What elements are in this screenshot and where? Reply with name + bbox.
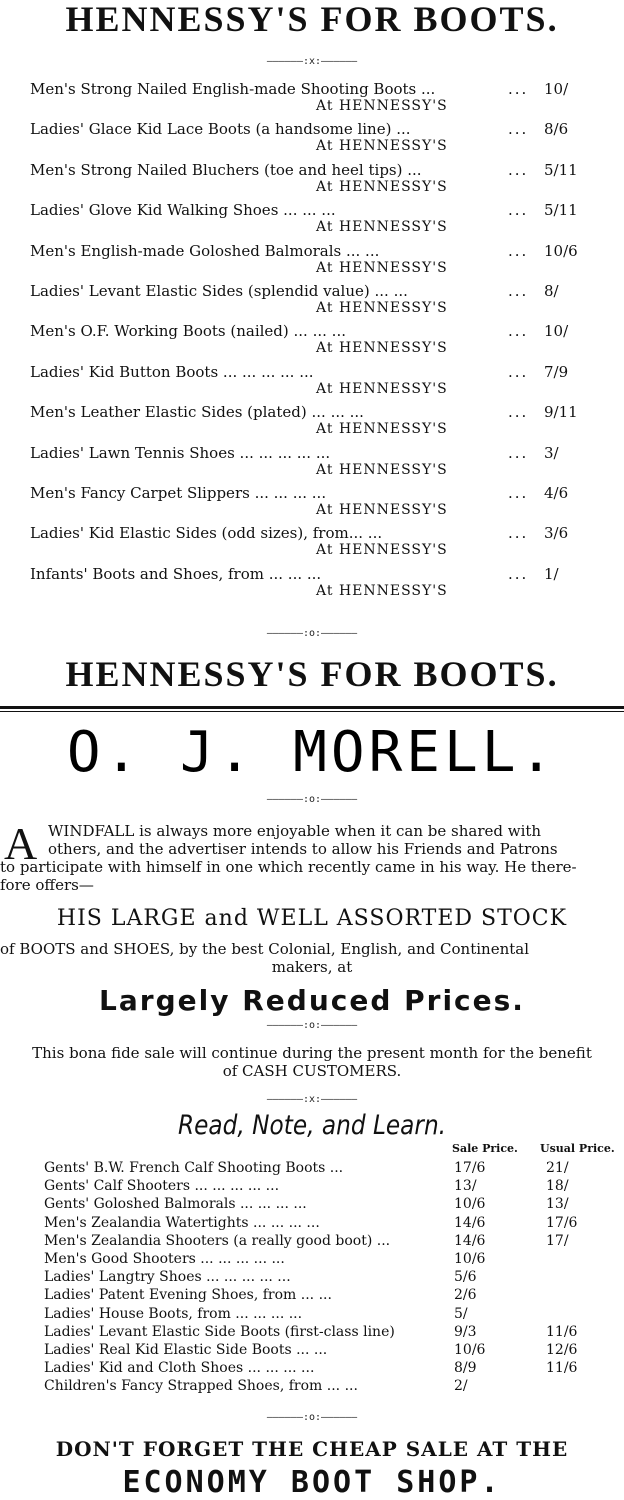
item-price: 5/11 (544, 160, 578, 179)
sale-price: 10/6 (454, 1196, 486, 1213)
sale-price: 8/9 (454, 1360, 477, 1377)
morell-price-list (0, 1159, 624, 1395)
list-item (0, 484, 624, 524)
stock-line-2: makers, at (271, 958, 353, 976)
item-description: Gents' Calf Shooters ... ... ... ... ... (44, 1178, 280, 1195)
at-hennessys-label: At HENNESSY'S (316, 340, 448, 357)
leader-dots: ... (508, 403, 529, 422)
item-price: 1/ (544, 564, 559, 583)
stock-line-1: of BOOTS and SHOES, by the best Colonial, English, and Continental (0, 940, 530, 958)
at-hennessys-label: At HENNESSY'S (316, 138, 448, 155)
item-description: Men's O.F. Working Boots (nailed) ... ... ... (30, 322, 346, 341)
list-item (0, 322, 624, 362)
item-description: Ladies' Lawn Tennis Shoes ... ... ... ... ... (30, 443, 331, 462)
list-item (0, 161, 624, 201)
list-item (0, 363, 624, 403)
table-row (0, 1341, 624, 1359)
table-row (0, 1232, 624, 1250)
at-hennessys-label: At HENNESSY'S (316, 582, 448, 599)
item-description: Ladies' Glove Kid Walking Shoes ... ... ... (30, 201, 336, 220)
stock-title: HIS LARGE and WELL ASSORTED STOCK (56, 906, 568, 931)
sale-price: 9/3 (454, 1323, 477, 1340)
table-row (0, 1359, 624, 1377)
item-description: Men's Leather Elastic Sides (plated) ... ... ... (30, 403, 364, 422)
item-price: 8/ (544, 281, 559, 300)
leader-dots: ... (508, 524, 529, 543)
table-row (0, 1250, 624, 1268)
leader-dots: ... (508, 362, 529, 381)
intro-line-3: to participate with himself in one which recently came in his way. He there- (0, 858, 577, 876)
list-item (0, 282, 624, 322)
leader-dots: ... (508, 241, 529, 260)
at-hennessys-label: At HENNESSY'S (316, 421, 448, 438)
table-row (0, 1268, 624, 1286)
divider-morell-1: ——————:o:—————— (266, 794, 358, 805)
item-price: 8/6 (544, 120, 569, 139)
morell-name-headline: O. J. MORELL. (66, 720, 558, 785)
list-item (0, 565, 624, 605)
intro-line-1: WINDFALL is always more enjoyable when it can be shared with (48, 822, 542, 840)
section-rule-thin (0, 711, 624, 712)
intro-line-4: fore offers— (0, 876, 94, 894)
table-row (0, 1286, 624, 1304)
item-description: Ladies' Kid and Cloth Shoes ... ... ... ... (44, 1360, 315, 1377)
usual-price: 18/ (546, 1178, 569, 1195)
item-price: 5/11 (544, 201, 578, 220)
divider-morell-4: ——————:o:—————— (266, 1412, 358, 1423)
at-hennessys-label: At HENNESSY'S (316, 259, 448, 276)
sale-price: 5/6 (454, 1269, 477, 1286)
item-price: 3/ (544, 443, 559, 462)
leader-dots: ... (508, 483, 529, 502)
table-row (0, 1214, 624, 1232)
usual-price: 11/6 (546, 1360, 578, 1377)
divider-top: ——————:x:—————— (266, 56, 358, 67)
item-description: Men's English-made Goloshed Balmorals ... ... (30, 241, 380, 260)
at-hennessys-label: At HENNESSY'S (316, 178, 448, 195)
item-description: Gents' Goloshed Balmorals ... ... ... ... (44, 1196, 307, 1213)
sale-price: 5/ (454, 1305, 468, 1322)
item-price: 7/9 (544, 362, 569, 381)
hennessy-headline-top: HENNESSY'S FOR BOOTS. (65, 0, 559, 39)
item-description: Children's Fancy Strapped Shoes, from ... ... (44, 1378, 358, 1395)
table-row (0, 1377, 624, 1395)
list-item (0, 242, 624, 282)
hennessy-headline-bottom: HENNESSY'S FOR BOOTS. (65, 654, 559, 694)
item-description: Men's Good Shooters ... ... ... ... ... (44, 1250, 285, 1267)
item-description: Ladies' Patent Evening Shoes, from ... ... (44, 1287, 332, 1304)
divider-morell-2: ——————:o:—————— (266, 1020, 358, 1031)
list-item (0, 444, 624, 484)
item-description: Ladies' Levant Elastic Side Boots (first-class line) (44, 1323, 395, 1340)
section-rule-thick (0, 706, 624, 709)
item-description: Ladies' Kid Elastic Sides (odd sizes), from... ... (30, 524, 383, 543)
item-description: Men's Zealandia Shooters (a really good boot) ... (44, 1232, 391, 1249)
read-note-learn-heading: Read, Note, and Learn. (178, 1110, 447, 1141)
leader-dots: ... (508, 201, 529, 220)
item-price: 4/6 (544, 483, 569, 502)
hennessy-price-list (0, 80, 624, 605)
leader-dots: ... (508, 80, 529, 98)
column-header-sale-price: Sale Price. (452, 1142, 518, 1155)
sale-price: 14/6 (454, 1232, 486, 1249)
sale-price: 2/6 (454, 1287, 477, 1304)
table-row (0, 1159, 624, 1177)
item-description: Ladies' Real Kid Elastic Side Boots ... ... (44, 1341, 328, 1358)
list-item (0, 524, 624, 564)
usual-price: 12/6 (546, 1341, 578, 1358)
sale-notice-line-2: of CASH CUSTOMERS. (222, 1062, 402, 1080)
leader-dots: ... (508, 120, 529, 139)
divider-morell-3: ——————:x:—————— (266, 1094, 358, 1105)
usual-price: 21/ (546, 1160, 569, 1176)
item-description: Ladies' House Boots, from ... ... ... ... (44, 1305, 303, 1322)
list-item (0, 201, 624, 241)
item-price: 10/6 (544, 241, 578, 260)
divider-hennessy-bottom: ——————:o:—————— (266, 628, 358, 639)
leader-dots: ... (508, 281, 529, 300)
table-row (0, 1305, 624, 1323)
item-description: Infants' Boots and Shoes, from ... ... ... (30, 564, 322, 583)
economy-boot-shop-headline: ECONOMY BOOT SHOP. (122, 1465, 502, 1500)
sale-price: 13/ (454, 1178, 477, 1195)
sale-price: 2/ (454, 1378, 468, 1395)
sale-price: 14/6 (454, 1214, 486, 1231)
at-hennessys-label: At HENNESSY'S (316, 219, 448, 236)
at-hennessys-label: At HENNESSY'S (316, 98, 448, 114)
leader-dots: ... (508, 443, 529, 462)
item-description: Ladies' Levant Elastic Sides (splendid value) ... ... (30, 281, 408, 300)
item-description: Men's Strong Nailed Bluchers (toe and heel tips) ... (30, 160, 422, 179)
at-hennessys-label: At HENNESSY'S (316, 461, 448, 478)
usual-price: 13/ (546, 1196, 569, 1213)
list-item (0, 403, 624, 443)
column-header-usual-price: Usual Price. (540, 1142, 615, 1155)
cheap-sale-reminder: DON'T FORGET THE CHEAP SALE AT THE (55, 1437, 569, 1461)
list-item (0, 120, 624, 160)
item-description: Men's Strong Nailed English-made Shooting Boots ... (30, 80, 436, 98)
item-price: 10/ (544, 322, 569, 341)
leader-dots: ... (508, 160, 529, 179)
reduced-prices-headline: Largely Reduced Prices. (99, 984, 525, 1017)
usual-price: 11/6 (546, 1323, 578, 1340)
table-row (0, 1177, 624, 1195)
item-price: 10/ (544, 80, 569, 98)
table-row (0, 1195, 624, 1213)
item-price: 9/11 (544, 403, 578, 422)
sale-notice-line-1: This bona fide sale will continue during the present month for the benefit (32, 1044, 592, 1062)
item-description: Gents' B.W. French Calf Shooting Boots ... (44, 1160, 344, 1176)
leader-dots: ... (508, 564, 529, 583)
usual-price: 17/6 (546, 1214, 578, 1231)
item-description: Men's Fancy Carpet Slippers ... ... ... ... (30, 483, 327, 502)
table-row (0, 1323, 624, 1341)
sale-price: 17/6 (454, 1160, 486, 1176)
item-description: Ladies' Kid Button Boots ... ... ... ... ... (30, 362, 314, 381)
list-item (0, 80, 624, 120)
at-hennessys-label: At HENNESSY'S (316, 501, 448, 518)
item-price: 3/6 (544, 524, 569, 543)
item-description: Ladies' Glace Kid Lace Boots (a handsome line) ... (30, 120, 411, 139)
item-description: Men's Zealandia Watertights ... ... ... ... (44, 1214, 320, 1231)
intro-line-2: others, and the advertiser intends to allow his Friends and Patrons (48, 840, 558, 858)
at-hennessys-label: At HENNESSY'S (316, 299, 448, 316)
sale-price: 10/6 (454, 1341, 486, 1358)
drop-cap: A (4, 818, 38, 869)
sale-price: 10/6 (454, 1250, 486, 1267)
item-description: Ladies' Langtry Shoes ... ... ... ... ... (44, 1269, 291, 1286)
at-hennessys-label: At HENNESSY'S (316, 542, 448, 559)
at-hennessys-label: At HENNESSY'S (316, 380, 448, 397)
usual-price: 17/ (546, 1232, 569, 1249)
leader-dots: ... (508, 322, 529, 341)
